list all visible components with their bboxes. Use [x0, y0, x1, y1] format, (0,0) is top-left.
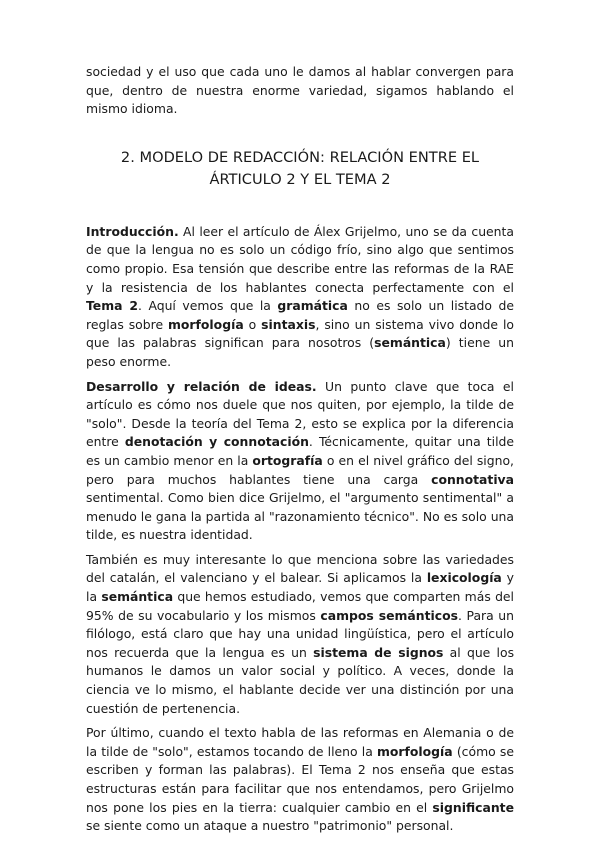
- bold-term: gramática: [277, 298, 348, 314]
- paragraph-variedades: También es muy interesante lo que menciona sobre las variedades del catalán, el valenciano y el balear. Si aplicamos la lexicología y la semántica que hemos estudiado, vemos que comparten más del 95% de su vocabulario y los mismos campos semánticos. Para un filólogo, está claro que hay una unidad lingüística, pero el artículo nos recuerda que la lengua es un sistema de signos al que los humanos le damos un valor social y político. A veces, donde la ciencia ve lo mismo, el hablante decide ver una distinción por una cuestión de pertenencia.: [86, 551, 515, 716]
- bold-term: campos semánticos: [320, 607, 459, 623]
- bold-term: semántica: [101, 589, 174, 605]
- paragraph-introduccion: Introducción. Al leer el artículo de Álex Grijelmo, uno se da cuenta de que la lengua no es solo un código frío, sino algo que sentimos como propio. Esa tensión que describe entre las reformas de la RAE y la resistencia de los hablantes conecta perfectamente con el Tema 2. Aquí vemos que la gramática no es solo un listado de reglas sobre morfología o sintaxis, sino un sistema vivo donde lo que las palabras significan para nosotros (semántica) tiene un peso enorme.: [86, 223, 514, 369]
- intro-paragraph: sociedad y el uso que cada uno le damos al hablar convergen para que, dentro de nuestra enorme variedad, sigamos hablando el mismo idioma.: [86, 64, 514, 117]
- paragraph-ultimo: Por último, cuando el texto habla de las reformas en Alemania o de la tilde de "solo", estamos tocando de lleno la morfología (cómo se escriben y forman las palabras). El Tema 2 nos enseña que estas estructuras están para facilitar que nos entendamos, pero Grijelmo nos pone los pies en la tierra: cualquier cambio en el significante se siente como un ataque a nuestro "patrimonio" personal.: [86, 725, 514, 834]
- bold-term: denotación y connotación: [124, 434, 309, 450]
- document-page: [86, 63, 514, 836]
- bold-term: Tema 2: [86, 298, 138, 314]
- bold-term: connotativa: [431, 471, 514, 487]
- bold-term: lexicología: [426, 570, 502, 586]
- bold-term: ortografía: [252, 452, 323, 468]
- section-heading: 2. MODELO DE REDACCIÓN: RELACIÓN ENTRE EL ÁRTICULO 2 Y EL TEMA 2: [120, 148, 480, 189]
- bold-term: semántica: [374, 335, 446, 351]
- paragraph-desarrollo: Desarrollo y relación de ideas. Un punto clave que toca el artículo es cómo nos duele que nos quiten, por ejemplo, la tilde de "solo". Desde la teoría del Tema 2, esto se explica por la diferencia entre denotación y connotación. Técnicamente, quitar una tilde es un cambio menor en la ortografía o en el nivel gráfico del signo, pero para muchos hablantes tiene una carga connotativa sentimental. Como bien dice Grijelmo, el "argumento sentimental" a menudo le gana la partida al "razonamiento técnico". No es solo una tilde, es nuestra identidad.: [86, 378, 515, 543]
- bold-term: sistema de signos: [313, 644, 444, 660]
- bold-term: morfología: [376, 743, 453, 759]
- bold-term: significante: [432, 799, 514, 815]
- bold-term: morfología: [168, 316, 244, 332]
- bold-term: sintaxis: [261, 316, 316, 332]
- bold-term: Introducción.: [86, 223, 179, 239]
- bold-term: Desarrollo y relación de ideas.: [86, 378, 317, 394]
